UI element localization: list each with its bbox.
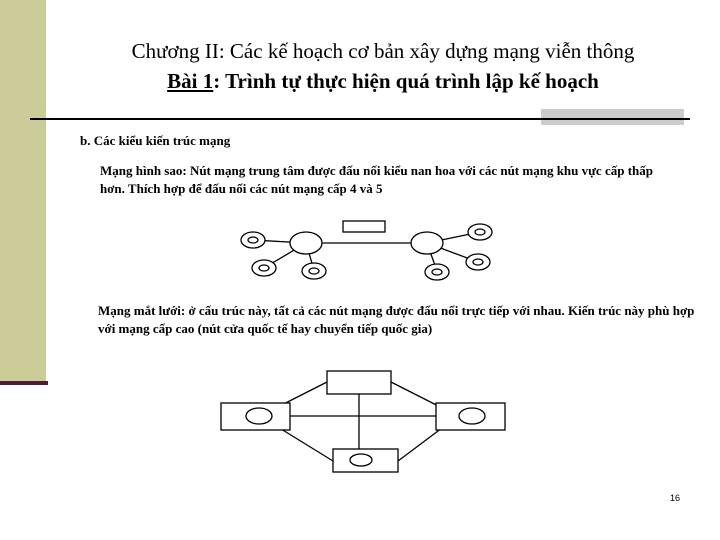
mesh-node-top <box>327 371 391 394</box>
star-network-diagram <box>241 221 492 280</box>
mesh-network-diagram <box>221 371 505 472</box>
star-leaf-node-core <box>432 269 442 275</box>
mesh-node-bottom-core <box>350 454 372 466</box>
lesson-title: : Trình tự thực hiện quá trình lập kế hoạch <box>213 69 599 93</box>
star-leaf-node-core <box>475 229 485 235</box>
star-hub-node <box>411 232 443 254</box>
mesh-node-left-core <box>246 408 272 424</box>
star-hub-node <box>290 232 322 254</box>
section-heading: b. Các kiểu kiến trúc mạng <box>80 133 231 148</box>
mesh-network-description: Mạng mắt lưới: ở cấu trúc này, tất cả các nút mạng được đấu nối trực tiếp với nhau. Kiến trúc này phù hợp với mạng cấp cao (nút cửa quốc tế hay chuyển tiếp quốc gia) <box>98 303 695 336</box>
lesson-number: Bài 1 <box>167 69 214 93</box>
star-leaf-node-core <box>259 265 269 271</box>
mesh-node-right-core <box>459 408 485 424</box>
page-number: 16 <box>669 493 680 503</box>
star-leaf-node-core <box>309 268 319 274</box>
slide-title: Chương II: Các kế hoạch cơ bản xây dựng mạng viễn thông <box>131 39 635 63</box>
star-link-box <box>343 221 385 232</box>
star-leaf-node-core <box>248 237 258 243</box>
star-network-description: Mạng hình sao: Nút mạng trung tâm được đấu nối kiểu nan hoa với các nút mạng khu vực cấp thấp hơn. Thích hợp để đấu nối các nút mạng cấp 4 và 5 <box>100 163 653 196</box>
star-leaf-node-core <box>473 259 483 265</box>
